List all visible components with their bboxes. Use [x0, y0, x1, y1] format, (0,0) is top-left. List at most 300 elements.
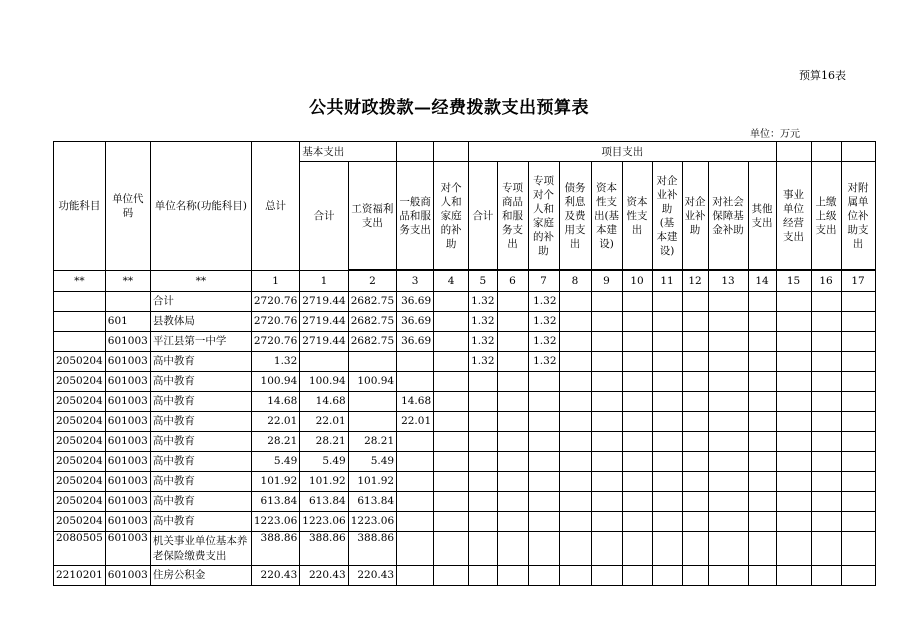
amount-cell [811, 472, 841, 492]
amount-cell [776, 512, 811, 532]
unit-code-cell: 601003 [105, 352, 150, 372]
amount-cell: 14.68 [300, 392, 348, 412]
unit-name-cell: 高中教育 [150, 492, 251, 512]
amount-cell [497, 332, 528, 352]
index-cell: 17 [841, 271, 875, 292]
amount-cell: 1.32 [469, 352, 497, 372]
amount-cell [776, 452, 811, 472]
amount-cell [708, 532, 748, 566]
amount-cell [528, 412, 559, 432]
amount-cell [434, 512, 469, 532]
amount-cell [748, 292, 776, 312]
func-subject-cell: 2050204 [54, 432, 106, 452]
header-capital: 资本性支出 [622, 162, 652, 270]
index-cell: 9 [591, 271, 622, 292]
index-cell: 12 [682, 271, 708, 292]
header-blank [397, 142, 434, 162]
header-capital-infra: 资本性支出(基本建设) [591, 162, 622, 270]
header-basic-total: 合计 [300, 162, 348, 271]
amount-cell [652, 512, 682, 532]
func-subject-cell: 2050204 [54, 412, 106, 432]
amount-cell [559, 492, 591, 512]
amount-cell [497, 472, 528, 492]
amount-cell [497, 372, 528, 392]
amount-cell [708, 492, 748, 512]
page-title: 公共财政拨款—经费拨款支出预算表 [309, 98, 589, 118]
amount-cell: 100.94 [300, 372, 348, 392]
amount-cell: 613.84 [251, 492, 299, 512]
table-row [54, 432, 876, 452]
unit-code-cell: 601003 [105, 472, 150, 492]
amount-cell: 2719.44 [300, 292, 348, 312]
amount-cell [748, 332, 776, 352]
header-basic-group: 基本支出 [300, 142, 397, 162]
unit-name-cell: 平江县第一中学 [150, 332, 251, 352]
amount-cell [469, 512, 497, 532]
amount-cell [652, 492, 682, 512]
amount-cell [622, 332, 652, 352]
amount-cell [469, 566, 497, 586]
amount-cell [622, 392, 652, 412]
amount-cell [682, 532, 708, 566]
unit-code-cell: 601003 [105, 512, 150, 532]
unit-name-cell: 县教体局 [150, 312, 251, 332]
amount-cell [652, 312, 682, 332]
amount-cell [622, 512, 652, 532]
amount-cell [652, 372, 682, 392]
unit-code-cell: 601003 [105, 412, 150, 432]
amount-cell [591, 532, 622, 566]
func-subject-cell [54, 332, 106, 352]
amount-cell [591, 332, 622, 352]
amount-cell [497, 412, 528, 432]
header-proj-total: 合计 [469, 162, 497, 270]
header-blank [776, 142, 811, 162]
amount-cell [559, 566, 591, 586]
amount-cell [300, 352, 348, 372]
amount-cell [682, 512, 708, 532]
amount-cell [708, 332, 748, 352]
amount-cell [652, 532, 682, 566]
amount-cell: 100.94 [348, 372, 396, 392]
amount-cell [397, 432, 434, 452]
amount-cell [652, 292, 682, 312]
func-subject-cell: 2050204 [54, 372, 106, 392]
unit-code-cell: 601003 [105, 432, 150, 452]
amount-cell: 1.32 [528, 352, 559, 372]
amount-cell [682, 312, 708, 332]
index-cell: 3 [397, 271, 434, 292]
amount-cell: 1223.06 [348, 512, 396, 532]
amount-cell [682, 412, 708, 432]
header-func-subject: 功能科目 [54, 142, 106, 271]
amount-cell [841, 352, 875, 372]
amount-cell [434, 332, 469, 352]
header-blank [434, 142, 469, 162]
amount-cell [591, 566, 622, 586]
index-cell: ** [54, 271, 106, 292]
header-enterprise: 对企业补助 [682, 162, 708, 270]
table-row [54, 352, 876, 372]
amount-cell [591, 372, 622, 392]
amount-cell [652, 432, 682, 452]
unit-name-cell: 高中教育 [150, 412, 251, 432]
index-cell: 13 [708, 271, 748, 292]
amount-cell [622, 492, 652, 512]
amount-cell [469, 492, 497, 512]
func-subject-cell: 2210201 [54, 566, 106, 586]
amount-cell: 22.01 [300, 412, 348, 432]
amount-cell: 388.86 [348, 532, 396, 566]
amount-cell [682, 432, 708, 452]
amount-cell: 2720.76 [251, 332, 299, 352]
index-cell: 4 [434, 271, 469, 292]
amount-cell: 1.32 [528, 312, 559, 332]
amount-cell [528, 372, 559, 392]
amount-cell [682, 566, 708, 586]
amount-cell [708, 392, 748, 412]
index-cell: 10 [622, 271, 652, 292]
index-cell: 1 [251, 271, 299, 292]
amount-cell: 220.43 [251, 566, 299, 586]
amount-cell: 1.32 [528, 292, 559, 312]
amount-cell [434, 472, 469, 492]
amount-cell: 28.21 [251, 432, 299, 452]
func-subject-cell: 2050204 [54, 392, 106, 412]
unit-code-cell: 601003 [105, 532, 150, 566]
index-cell: ** [105, 271, 150, 292]
amount-cell: 2682.75 [348, 292, 396, 312]
amount-cell [469, 392, 497, 412]
amount-cell [776, 432, 811, 452]
amount-cell [776, 566, 811, 586]
amount-cell: 388.86 [300, 532, 348, 566]
amount-cell [497, 292, 528, 312]
amount-cell: 14.68 [251, 392, 299, 412]
unit-name-cell: 高中教育 [150, 452, 251, 472]
unit-code-cell [105, 292, 150, 312]
amount-cell [591, 412, 622, 432]
amount-cell [708, 432, 748, 452]
table-row [54, 512, 876, 532]
index-cell: 1 [300, 271, 348, 292]
table-row [54, 532, 876, 566]
unit-name-cell: 合计 [150, 292, 251, 312]
func-subject-cell: 2050204 [54, 452, 106, 472]
header-goods: 一般商品和服务支出 [397, 162, 434, 270]
amount-cell [497, 432, 528, 452]
amount-cell: 2682.75 [348, 312, 396, 332]
amount-cell: 1.32 [469, 312, 497, 332]
amount-cell [497, 452, 528, 472]
amount-cell [748, 512, 776, 532]
amount-cell [434, 392, 469, 412]
amount-cell [591, 292, 622, 312]
amount-cell [497, 492, 528, 512]
table-row [54, 472, 876, 492]
func-subject-cell: 2050204 [54, 472, 106, 492]
amount-cell [811, 566, 841, 586]
unit-name-cell: 高中教育 [150, 432, 251, 452]
amount-cell [811, 492, 841, 512]
table-row [54, 566, 876, 586]
amount-cell [841, 472, 875, 492]
amount-cell [708, 566, 748, 586]
amount-cell [776, 312, 811, 332]
amount-cell [708, 372, 748, 392]
index-cell: 14 [748, 271, 776, 292]
amount-cell [559, 532, 591, 566]
amount-cell: 2682.75 [348, 332, 396, 352]
unit-name-cell: 高中教育 [150, 352, 251, 372]
amount-cell: 613.84 [348, 492, 396, 512]
unit-code-cell: 601003 [105, 392, 150, 412]
amount-cell [748, 472, 776, 492]
amount-cell [397, 532, 434, 566]
table-row [54, 372, 876, 392]
amount-cell [776, 532, 811, 566]
amount-cell [682, 492, 708, 512]
amount-cell [652, 352, 682, 372]
amount-cell [622, 372, 652, 392]
amount-cell [397, 492, 434, 512]
amount-cell [682, 292, 708, 312]
amount-cell: 2720.76 [251, 292, 299, 312]
index-row [54, 271, 876, 292]
amount-cell [591, 512, 622, 532]
amount-cell [841, 512, 875, 532]
amount-cell [748, 312, 776, 332]
index-cell: ** [150, 271, 251, 292]
amount-cell: 388.86 [251, 532, 299, 566]
amount-cell [841, 332, 875, 352]
header-blank [841, 142, 875, 162]
unit-name-cell: 高中教育 [150, 392, 251, 412]
amount-cell [434, 532, 469, 566]
amount-cell: 22.01 [397, 412, 434, 432]
table-number: 预算16表 [799, 69, 846, 82]
amount-cell [591, 312, 622, 332]
header-business: 事业单位经营支出 [776, 162, 811, 270]
unit-name-cell: 高中教育 [150, 372, 251, 392]
index-cell: 15 [776, 271, 811, 292]
amount-cell [528, 492, 559, 512]
header-total: 总计 [251, 142, 299, 271]
amount-cell [748, 566, 776, 586]
amount-cell [434, 412, 469, 432]
unit-name-cell: 机关事业单位基本养老保险缴费支出 [150, 532, 251, 566]
amount-cell [469, 412, 497, 432]
amount-cell [348, 412, 396, 432]
amount-cell [682, 332, 708, 352]
amount-cell [497, 392, 528, 412]
func-subject-cell: 2080505 [54, 532, 106, 566]
amount-cell [708, 312, 748, 332]
amount-cell [652, 392, 682, 412]
amount-cell [708, 512, 748, 532]
amount-cell [528, 532, 559, 566]
amount-cell [397, 372, 434, 392]
header-unit-code: 单位代码 [105, 142, 150, 271]
amount-cell: 2720.76 [251, 312, 299, 332]
amount-cell [528, 452, 559, 472]
amount-cell: 613.84 [300, 492, 348, 512]
amount-cell [652, 472, 682, 492]
amount-cell [708, 472, 748, 492]
table-row [54, 312, 876, 332]
amount-cell [559, 312, 591, 332]
amount-cell: 101.92 [300, 472, 348, 492]
amount-cell [497, 566, 528, 586]
amount-cell [748, 492, 776, 512]
amount-cell [841, 392, 875, 412]
amount-cell [397, 512, 434, 532]
amount-cell [559, 332, 591, 352]
header-project-group: 项目支出 [469, 142, 776, 162]
amount-cell [397, 352, 434, 372]
amount-cell [708, 412, 748, 432]
amount-cell [811, 412, 841, 432]
header-subsidiary: 对附属单位补助支出 [841, 162, 875, 270]
func-subject-cell: 2050204 [54, 512, 106, 532]
amount-cell [708, 292, 748, 312]
amount-cell [434, 566, 469, 586]
amount-cell [497, 352, 528, 372]
amount-cell [841, 412, 875, 432]
amount-cell [811, 432, 841, 452]
table-row [54, 452, 876, 472]
amount-cell [469, 372, 497, 392]
amount-cell: 1.32 [469, 292, 497, 312]
table-row [54, 492, 876, 512]
unit-code-cell: 601 [105, 312, 150, 332]
amount-cell [841, 492, 875, 512]
amount-cell [591, 392, 622, 412]
amount-cell [591, 432, 622, 452]
table-row [54, 332, 876, 352]
index-cell: 11 [652, 271, 682, 292]
amount-cell [811, 372, 841, 392]
amount-cell [811, 392, 841, 412]
amount-cell [497, 512, 528, 532]
amount-cell [559, 412, 591, 432]
amount-cell [776, 352, 811, 372]
amount-cell [776, 472, 811, 492]
amount-cell [652, 566, 682, 586]
amount-cell [591, 352, 622, 372]
index-cell: 8 [559, 271, 591, 292]
amount-cell [841, 292, 875, 312]
amount-cell: 28.21 [300, 432, 348, 452]
table-row [54, 292, 876, 312]
unit-name-cell: 高中教育 [150, 472, 251, 492]
amount-cell: 1223.06 [251, 512, 299, 532]
amount-cell [528, 392, 559, 412]
amount-cell [559, 432, 591, 452]
amount-cell [811, 352, 841, 372]
amount-cell [811, 512, 841, 532]
amount-cell: 2719.44 [300, 312, 348, 332]
amount-cell [841, 432, 875, 452]
amount-cell [652, 412, 682, 432]
amount-cell: 101.92 [251, 472, 299, 492]
amount-cell: 22.01 [251, 412, 299, 432]
unit-code-cell: 601003 [105, 372, 150, 392]
amount-cell [434, 352, 469, 372]
amount-cell [622, 472, 652, 492]
amount-cell [559, 392, 591, 412]
amount-cell [841, 452, 875, 472]
amount-cell [559, 352, 591, 372]
header-upper: 上缴上级支出 [811, 162, 841, 270]
amount-cell [748, 532, 776, 566]
amount-cell [469, 472, 497, 492]
index-cell: 16 [811, 271, 841, 292]
amount-cell [776, 372, 811, 392]
unit-code-cell: 601003 [105, 332, 150, 352]
header-other: 其他支出 [748, 162, 776, 270]
amount-cell: 36.69 [397, 332, 434, 352]
amount-cell [559, 472, 591, 492]
amount-cell [682, 472, 708, 492]
amount-cell: 1223.06 [300, 512, 348, 532]
amount-cell [682, 372, 708, 392]
unit-code-cell: 601003 [105, 566, 150, 586]
amount-cell [682, 352, 708, 372]
amount-cell [776, 412, 811, 432]
header-proj-goods: 专项商品和服务支出 [497, 162, 528, 270]
amount-cell [434, 432, 469, 452]
unit-code-cell: 601003 [105, 452, 150, 472]
amount-cell [652, 452, 682, 472]
unit-name-cell: 住房公积金 [150, 566, 251, 586]
amount-cell [528, 432, 559, 452]
amount-cell: 36.69 [397, 292, 434, 312]
amount-cell [652, 332, 682, 352]
unit-code-cell: 601003 [105, 492, 150, 512]
header-blank [811, 142, 841, 162]
amount-cell [708, 452, 748, 472]
amount-cell [591, 452, 622, 472]
amount-cell: 5.49 [300, 452, 348, 472]
index-cell: 7 [528, 271, 559, 292]
amount-cell [748, 392, 776, 412]
amount-cell [776, 292, 811, 312]
amount-cell [528, 512, 559, 532]
amount-cell [591, 472, 622, 492]
table-row [54, 392, 876, 412]
amount-cell [622, 532, 652, 566]
amount-cell [434, 292, 469, 312]
amount-cell [622, 312, 652, 332]
amount-cell [497, 532, 528, 566]
header-wages: 工资福利支出 [348, 162, 396, 270]
header-debt: 债务利息及费用支出 [559, 162, 591, 270]
unit-name-cell: 高中教育 [150, 512, 251, 532]
amount-cell [748, 432, 776, 452]
amount-cell [559, 452, 591, 472]
amount-cell [622, 432, 652, 452]
amount-cell [682, 452, 708, 472]
table-row [54, 412, 876, 432]
amount-cell [528, 566, 559, 586]
amount-cell [748, 452, 776, 472]
amount-cell [708, 352, 748, 372]
amount-cell [434, 492, 469, 512]
func-subject-cell [54, 292, 106, 312]
amount-cell [591, 492, 622, 512]
amount-cell [434, 312, 469, 332]
